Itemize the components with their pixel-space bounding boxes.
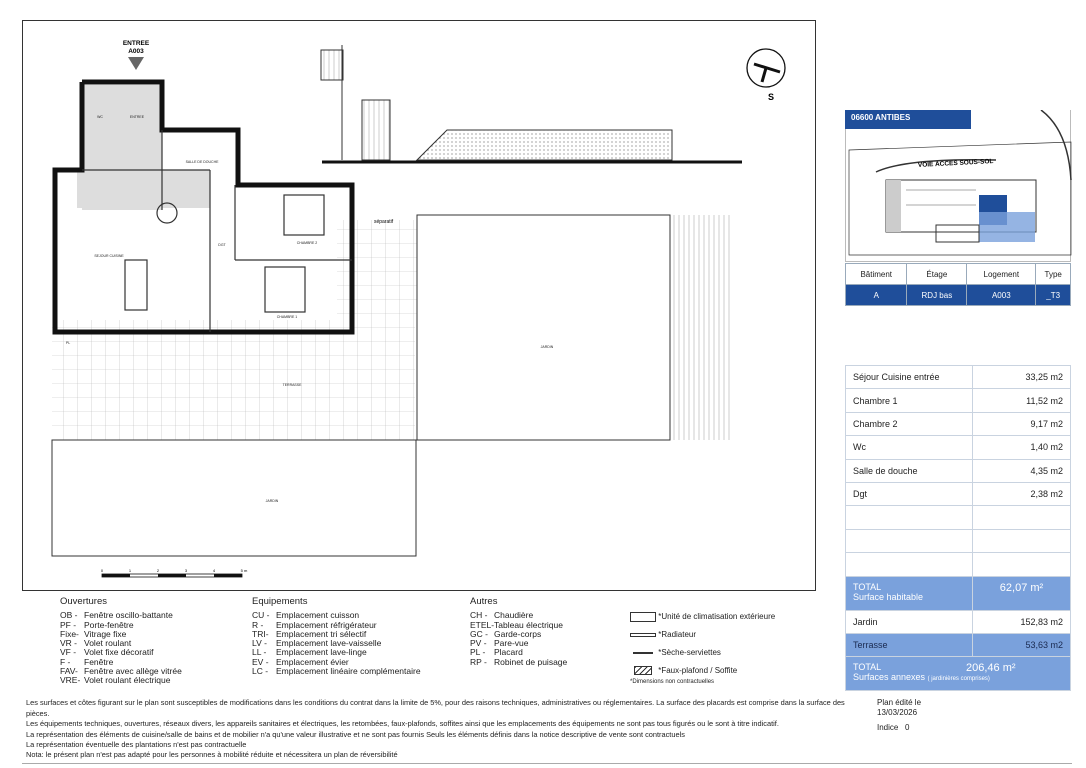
room-label: ENTREE [129, 115, 145, 119]
legend-item: GC - Garde-corps [470, 628, 542, 639]
legend-item: PV - Pare-vue [470, 638, 529, 649]
entrance-label: ENTREE [122, 40, 150, 47]
entrance-arrow-icon [128, 57, 144, 70]
legend-title: Ouvertures [60, 596, 107, 607]
edition-info: Plan édité le 13/03/2026 Indice 0 [877, 698, 922, 732]
svg-text:2: 2 [156, 568, 160, 573]
room-label: DGT [218, 243, 226, 247]
disclaimer-notes: Les surfaces et côtes figurant sur le plan sont susceptibles de modifications dans les conditions du contrat dans la limite de 5%, pour des raisons techniques, administratives ou réglementaires. La surface des placards est comprise dans la surface des pièces. Les équipements techniques, ouvertures, réseaux divers, les appareils sanitaires et électriques, les retombées, faux-plafonds, soffites ainsi que les emplacements des équipements ne sont pas tous figurés ou le sont à titre indicatif. La représentation des éléments de cuisine/salle de bains et de mobilier n'a qu'une valeur illustrative et ne sont pas fournis Seuls les éléments définis dans la notice descriptive de vente sont contractuels La représentation éventuelle des plantations n'est pas contractuelle [26, 698, 845, 749]
garden-area [52, 440, 416, 556]
svg-text:1: 1 [128, 568, 132, 573]
room-label: JARDIN [540, 345, 554, 349]
radiator-icon [630, 633, 656, 637]
surface-row: Chambre 1 11,52 m2 [846, 389, 1071, 412]
entrance-unit: A003 [128, 48, 144, 55]
separatif-label: séparatif [374, 219, 394, 225]
unit-identification-table: Bâtiment Étage Logement Type A RDJ bas A003 _T3 [845, 263, 1071, 306]
room-label: SEJOUR CUISINE [94, 254, 124, 258]
legend-item: RP - Robinet de puisage [470, 656, 568, 667]
legend-item: CU - Emplacement cuisson [252, 610, 360, 621]
garden-jardin [417, 215, 670, 440]
room-label: CHAMBRE 1 [276, 315, 298, 319]
legend-item: VF - Volet fixe décoratif [60, 647, 154, 658]
key-plan [845, 110, 1071, 262]
legend-item: LC - Emplacement linéaire complémentaire [252, 666, 421, 677]
annex-row: Jardin 152,83 m2 [846, 610, 1071, 633]
legend-item: LV - Emplacement lave-vaisselle [252, 638, 382, 649]
legend-item: OB - Fenêtre oscillo-battante [60, 610, 173, 621]
legend-item: R - Emplacement réfrigérateur [252, 619, 377, 630]
empty-row [846, 529, 1071, 552]
room-label: WC [97, 115, 103, 119]
surface-row: Salle de douche 4,35 m2 [846, 459, 1071, 482]
empty-row [846, 553, 1071, 576]
legend-item: FAV- Fenêtre avec allège vitrée [60, 666, 182, 677]
surfaces-table [845, 365, 1071, 691]
surface-row: Dgt 2,38 m2 [846, 482, 1071, 505]
legend-ouvertures [60, 597, 182, 686]
surface-row: Wc 1,40 m2 [846, 436, 1071, 459]
room-label: SALLE DE DOUCHE [185, 160, 219, 164]
surface-row: Séjour Cuisine entrée 33,25 m2 [846, 366, 1071, 389]
room-label: PL [65, 341, 71, 345]
svg-text:4: 4 [212, 568, 216, 573]
total-annexes-row: TOTAL Surfaces annexes ( jardinières comprises) 206,46 m² [846, 657, 1071, 691]
scale-bar [101, 568, 248, 577]
svg-text:0: 0 [100, 568, 104, 573]
room-label: JARDIN [265, 499, 279, 503]
legend-item: VR - Volet roulant [60, 638, 132, 649]
legend-item: PL - Placard [470, 647, 523, 658]
legend-title: Autres [470, 596, 498, 607]
legend-item: F - Fenêtre [60, 656, 114, 667]
svg-text:3: 3 [184, 568, 188, 573]
terrace-area [52, 320, 415, 440]
room-label: TERRASSE [282, 383, 302, 387]
legend-autres [470, 597, 567, 667]
ac-unit-icon [630, 612, 656, 622]
room-label: CHAMBRE 2 [296, 241, 318, 245]
svg-text:VOIE ACCES SOUS-SOL: VOIE ACCES SOUS-SOL [917, 158, 994, 169]
legend-item: TRI- Emplacement tri sélectif [252, 628, 367, 639]
legend-item: CH - Chaudière [470, 610, 534, 621]
floor-plan [22, 20, 816, 591]
legend-title: Equipements [252, 596, 308, 607]
legend-item: Fixe- Vitrage fixe [60, 628, 127, 639]
compass-label: S [768, 92, 775, 102]
nota: Nota: le présent plan n'est pas adapté pour les personnes à mobilité réduite et nécessitera un plan de réversibilité [26, 750, 398, 759]
towel-dryer-icon [633, 652, 653, 654]
legend-item: ETEL-Tableau électrique [470, 619, 563, 630]
annex-row: Terrasse 53,63 m2 [846, 633, 1071, 656]
legend-equipements [252, 597, 421, 676]
location-banner: 06600 ANTIBES [845, 110, 971, 129]
legend-item: VRE- Volet roulant électrique [60, 675, 171, 686]
svg-text:5 m: 5 m [240, 568, 248, 573]
legend-item: PF - Porte-fenêtre [60, 619, 134, 630]
empty-row [846, 506, 1071, 529]
legend-item: EV - Emplacement évier [252, 656, 349, 667]
legend-item: LL - Emplacement lave-linge [252, 647, 367, 658]
legend-symbols: *Unité de climatisation extérieure *Radiateur *Sèche-serviettes *Faux-plafond / Soffite *Dimensions non contractuelles [630, 612, 776, 685]
soffit-icon [634, 666, 652, 675]
surface-row: Chambre 2 9,17 m2 [846, 412, 1071, 435]
total-habitable-row: TOTAL Surface habitable 62,07 m² [846, 576, 1071, 610]
